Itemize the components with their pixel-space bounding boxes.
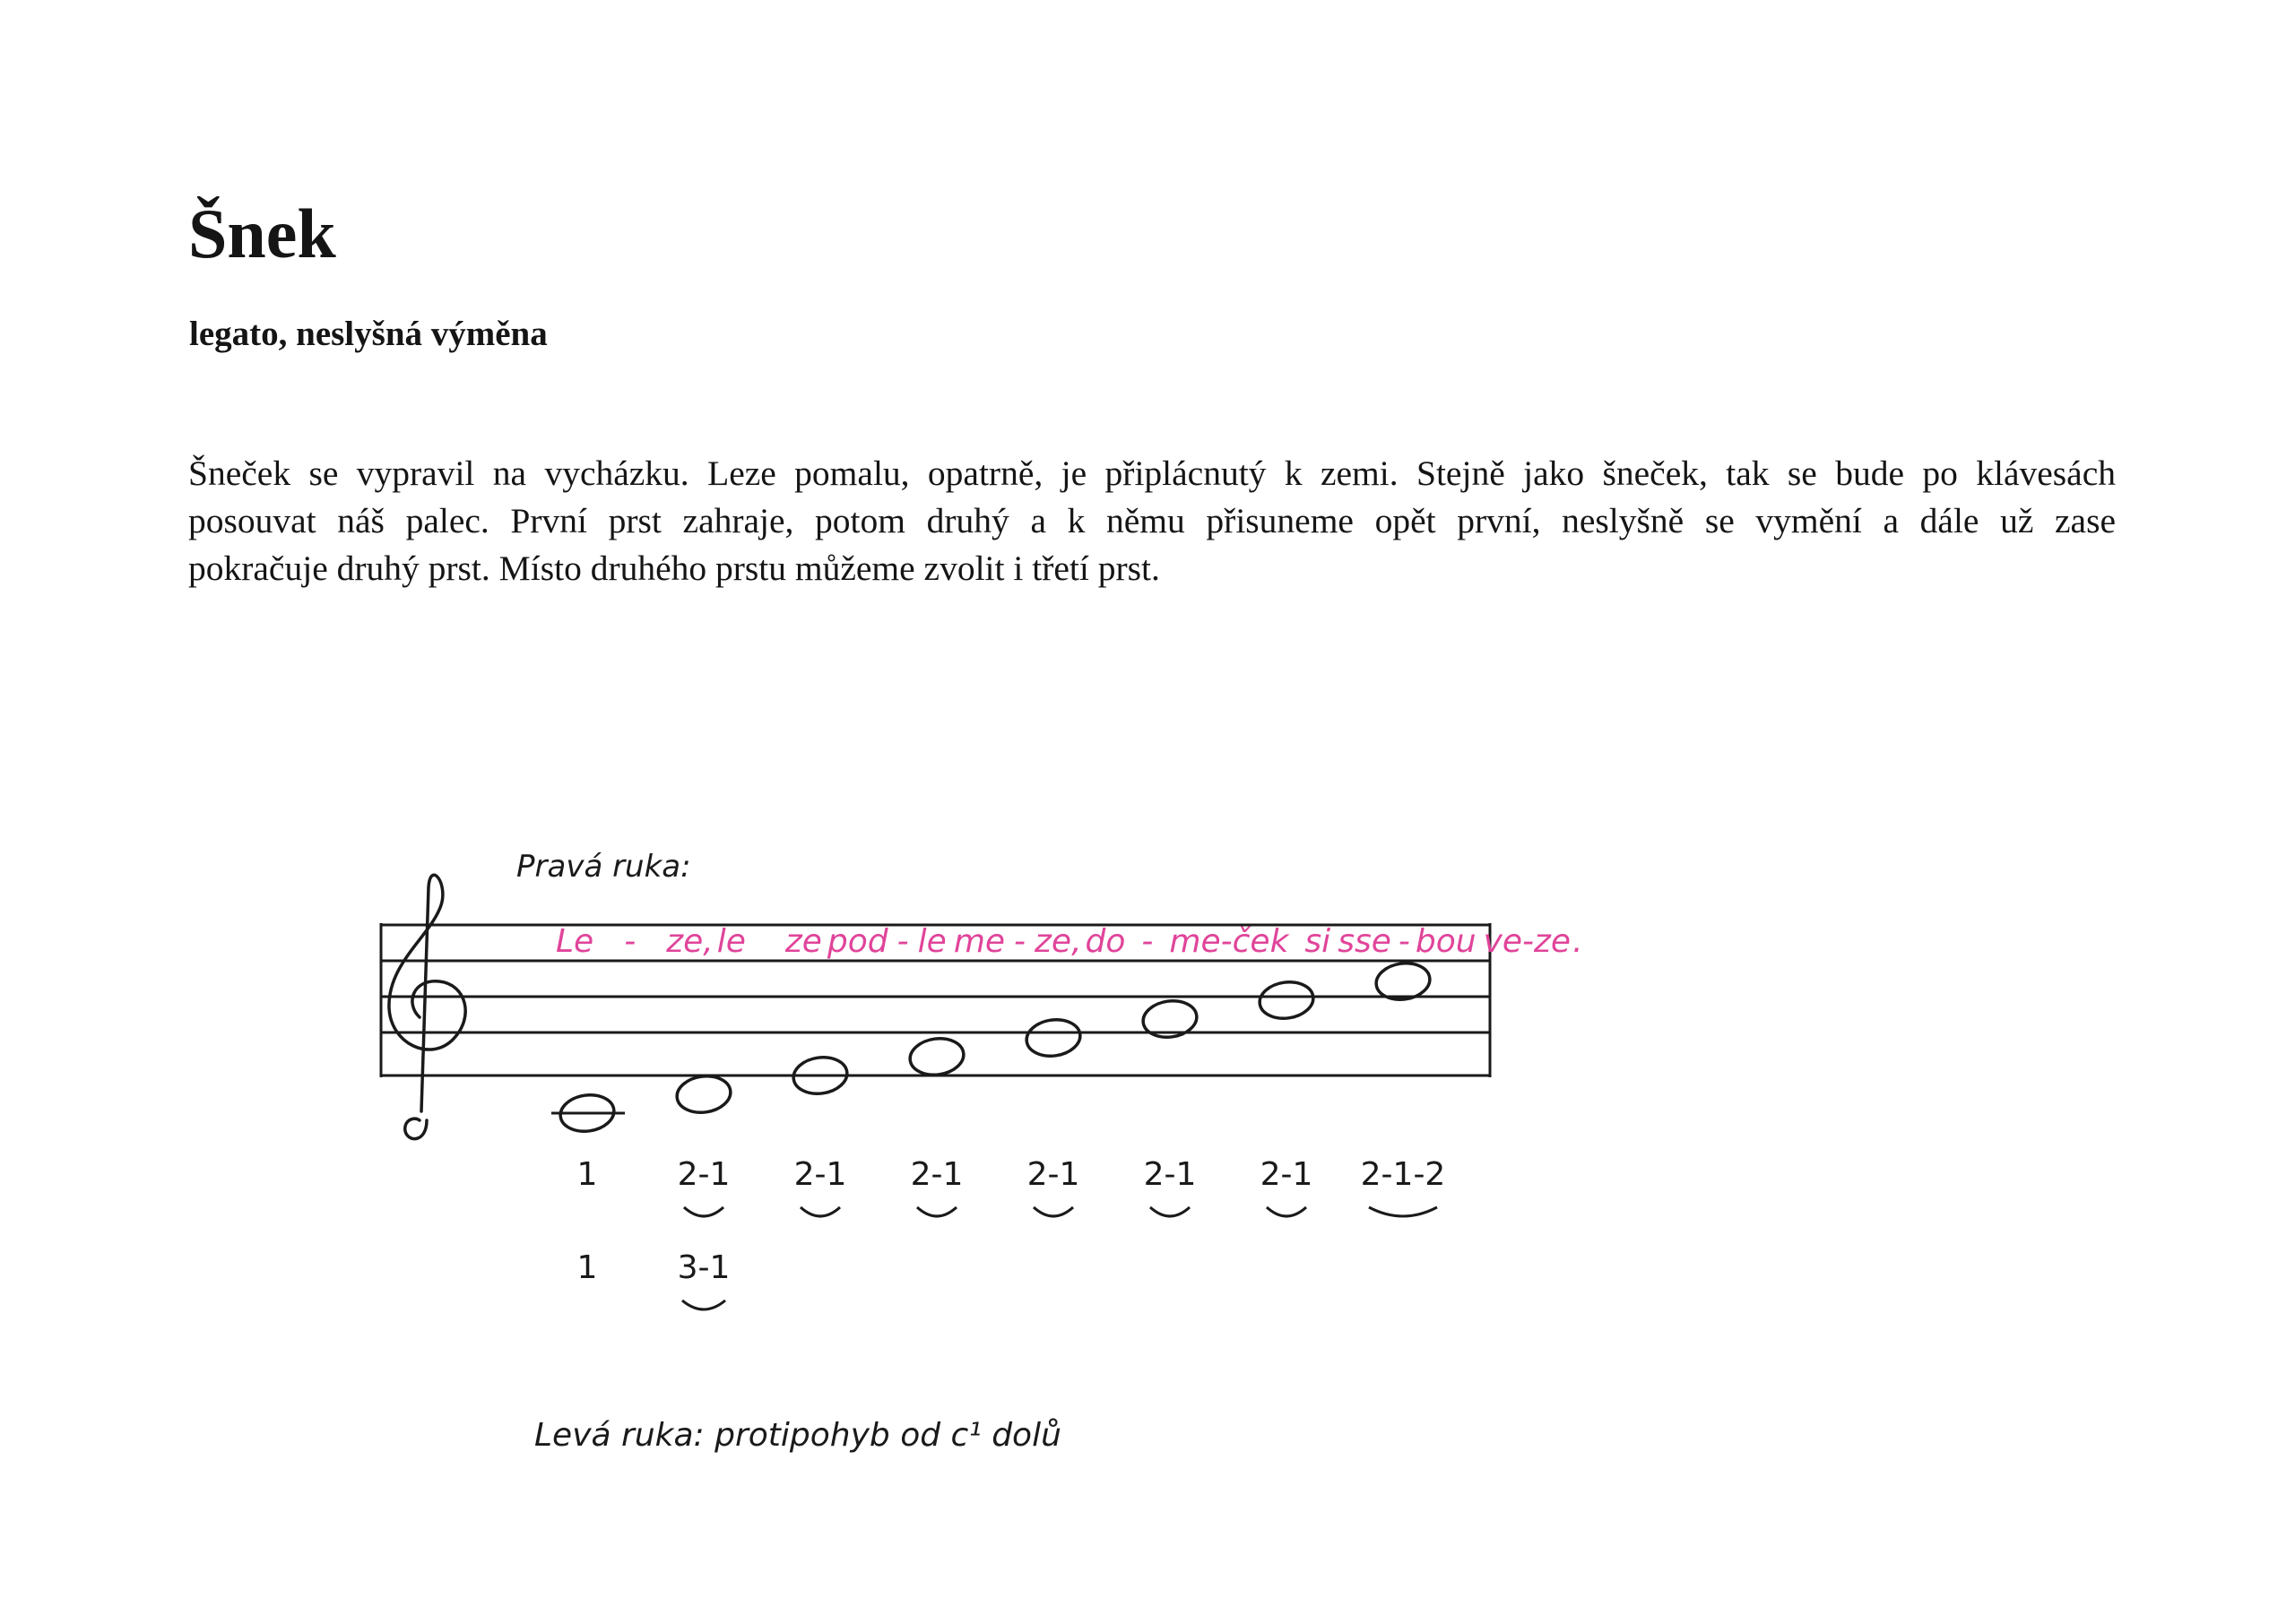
whole-note-head: [675, 1073, 733, 1116]
lyric-syllable: ve-: [1483, 923, 1535, 960]
note: [1141, 998, 1199, 1216]
slur-mark: [801, 1207, 840, 1216]
whole-note-head: [1258, 979, 1316, 1022]
fingering-label: 1: [576, 1156, 598, 1193]
lyric-syllable: do: [1085, 923, 1126, 960]
page-subtitle: legato, neslyšná výměna: [189, 315, 548, 353]
lyric-syllable: mе-ček: [1169, 923, 1289, 960]
intro-line: posouvat náš palec. První prst zahraje, potom druhý a k němu přisuneme opět první, neslyšně se vymění a dále už zase: [188, 501, 2116, 540]
lyric-syllable: -: [624, 923, 637, 960]
whole-note-head: [908, 1035, 966, 1078]
lyric-syllable: -: [1014, 923, 1026, 960]
intro-line: pokračuje druhý prst. Místo druhého prstu můžeme zvolit i třetí prst.: [188, 549, 1160, 588]
intro-line: Šneček se vypravil na vycházku. Leze pomalu, opatrně, je připlácnutý k zemi. Stejně jako šneček, tak se bude po klávesách: [188, 454, 2116, 493]
lyric-syllable: le: [917, 923, 947, 960]
lyric-syllable: Le: [556, 923, 594, 960]
lyric-syllable: ze,: [1035, 923, 1082, 960]
lyrics: [556, 923, 1583, 960]
note: [792, 1054, 850, 1216]
lyric-syllable: pod: [827, 923, 888, 960]
lyric-syllable: le: [716, 923, 746, 960]
lyric-syllable: si: [1304, 923, 1331, 960]
slur-mark: [684, 1207, 723, 1216]
lyric-syllable: bou: [1415, 923, 1477, 960]
slur-mark: [917, 1207, 957, 1216]
note: [908, 1035, 966, 1216]
lyric-syllable: ze: [784, 923, 822, 960]
lyric-syllable: me: [953, 923, 1006, 960]
fingering-label: 2-1: [1143, 1156, 1197, 1193]
fingering-label: 2-1: [677, 1156, 731, 1193]
lyric-syllable: -: [1141, 923, 1154, 960]
lyric-syllable: .: [1572, 923, 1583, 960]
slur-mark: [1369, 1207, 1437, 1216]
fingering-label: 2-1: [1026, 1156, 1080, 1193]
left-hand-note: Levá ruka: protipohyb od c¹ dolů: [534, 1417, 1061, 1454]
fingering-label: 2-1: [793, 1156, 847, 1193]
fingering-label-alt: 1: [576, 1249, 598, 1286]
slur-mark: [1034, 1207, 1073, 1216]
lyric-syllable: ze,: [666, 923, 714, 960]
lyric-syllable: ze: [1534, 923, 1572, 960]
lyric-syllable: sse: [1338, 923, 1391, 960]
slur-mark: [1150, 1207, 1190, 1216]
treble-clef-icon: [389, 875, 465, 1138]
slur-mark: [1267, 1207, 1306, 1216]
right-hand-label: Pravá ruka:: [516, 849, 691, 885]
slur-mark: [682, 1300, 725, 1309]
note: [551, 1092, 625, 1286]
lyric-syllable: -: [896, 923, 909, 960]
whole-note-head: [1141, 998, 1199, 1041]
fingering-label-alt: 3-1: [677, 1249, 731, 1286]
note: [675, 1073, 733, 1309]
whole-note-head: [1025, 1016, 1083, 1059]
page-title: Šnek: [188, 194, 336, 272]
fingering-label: 2-1: [910, 1156, 964, 1193]
notes: [551, 960, 1445, 1309]
note: [1025, 1016, 1083, 1216]
lyrics-line: [556, 923, 1583, 960]
note: [1258, 979, 1316, 1216]
lyric-syllable: -: [1398, 923, 1410, 960]
fingering-label: 2-1: [1260, 1156, 1313, 1193]
fingering-label: 2-1-2: [1360, 1156, 1446, 1193]
note: [1361, 960, 1446, 1216]
